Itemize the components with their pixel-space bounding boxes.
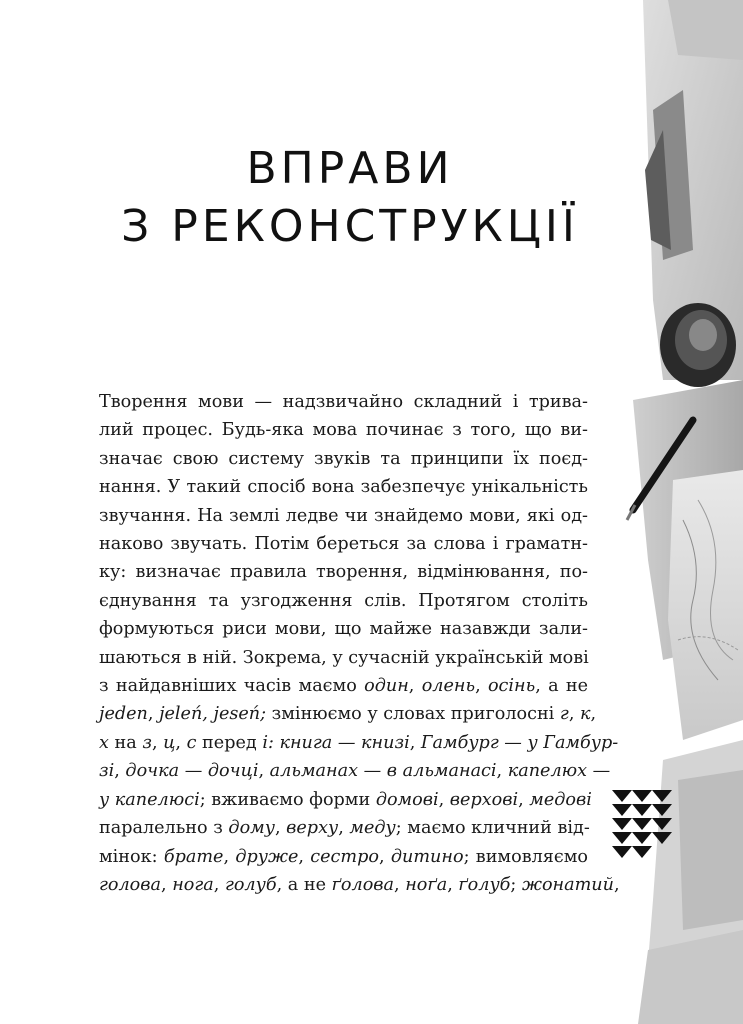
text-run: друже <box>235 846 299 867</box>
text-run: ноґа <box>405 874 448 895</box>
text-line <box>99 700 597 728</box>
text-run: нога <box>172 874 214 895</box>
text-run: jeleń, jeseń; <box>159 704 267 725</box>
text-line <box>99 587 588 615</box>
text-run: , <box>475 676 488 697</box>
text-run: звучання. На землі ледве чи знайдемо мови, які од- <box>99 505 588 526</box>
text-run: ; вимовляємо <box>463 846 589 867</box>
text-run: , а не <box>276 874 332 895</box>
text-run: , <box>447 874 459 895</box>
text-run: з найдавніших часів маємо <box>99 676 365 697</box>
text-run: , <box>378 846 391 867</box>
text-run: , <box>408 676 422 697</box>
text-run: верхові <box>449 789 519 810</box>
text-run: , <box>394 874 406 895</box>
text-run: , <box>258 761 270 782</box>
text-run: один <box>364 676 409 697</box>
text-run: , <box>568 704 580 725</box>
text-run: з <box>142 732 152 753</box>
text-line <box>99 473 588 501</box>
text-run: ку: визначає правила творення, відмінювання, по- <box>99 562 588 583</box>
text-line <box>99 530 588 558</box>
text-run: , <box>147 704 160 725</box>
text-run: , <box>438 789 450 810</box>
text-run: домові <box>375 789 439 810</box>
text-run: формуються риси мови, що майже назавжди зали- <box>99 619 588 640</box>
text-line <box>99 672 588 700</box>
text-line <box>99 843 588 871</box>
text-run: і: книга — книзі <box>262 732 410 753</box>
text-run: , <box>590 704 597 725</box>
text-run: медові <box>529 789 592 810</box>
text-run: , <box>496 761 508 782</box>
text-line <box>99 445 588 473</box>
text-run: голуб <box>224 874 277 895</box>
text-run: , а не <box>535 676 589 697</box>
text-run: jeden <box>99 704 148 725</box>
text-run: , <box>518 789 530 810</box>
text-line <box>99 786 592 814</box>
text-run: ґолова <box>331 874 395 895</box>
text-line <box>99 644 588 672</box>
body-paragraph <box>99 388 620 899</box>
text-line <box>99 502 588 530</box>
text-run: , <box>114 761 126 782</box>
text-run: єднування та узгодження слів. Протягом століть <box>99 590 588 611</box>
text-run: альманах — в альманасі <box>269 761 497 782</box>
text-line <box>99 416 588 444</box>
text-line <box>99 615 588 643</box>
text-run: сестро <box>310 846 379 867</box>
text-run: Творення мови — надзвичайно складний і трива- <box>99 392 588 412</box>
text-run: , <box>213 874 225 895</box>
text-run: голова <box>99 874 162 895</box>
text-run: Гамбург — у Гамбур- <box>420 732 619 753</box>
text-run: ґолуб <box>458 874 511 895</box>
text-run: , <box>223 846 236 867</box>
text-run: зі <box>99 761 115 782</box>
text-line <box>99 871 620 899</box>
text-run: паралельно з <box>99 818 229 839</box>
text-run: ; вживаємо форми <box>199 789 376 810</box>
text-run: капелюх — <box>507 761 611 782</box>
text-run: наково звучать. Потім береться за слова і граматн- <box>99 534 588 555</box>
text-run: у капелюсі <box>99 789 200 810</box>
text-run: значає свою систему звуків та принципи їх поєд- <box>99 448 588 469</box>
text-run: , <box>298 846 311 867</box>
text-run: жонатий <box>521 874 614 895</box>
text-run: , <box>175 732 187 753</box>
text-run: г <box>559 704 569 725</box>
title-line-1: ВПРАВИ <box>246 143 454 194</box>
text-run: , <box>161 874 173 895</box>
text-run: ; <box>510 874 522 895</box>
text-run: х <box>99 732 109 753</box>
text-run: дочка — дочці <box>125 761 259 782</box>
text-run: , <box>274 818 287 839</box>
title-line-2: З РЕКОНСТРУКЦІЇ <box>121 201 579 252</box>
text-run: дитино <box>390 846 464 867</box>
text-run: нання. У такий спосіб вона забезпечує унікальність <box>99 477 588 498</box>
text-run: змінюємо у словах приголосні <box>266 704 560 725</box>
text-run: перед <box>196 732 263 753</box>
text-line <box>99 729 619 757</box>
text-run: меду <box>349 818 396 839</box>
text-run: с <box>186 732 197 753</box>
text-run: брате <box>163 846 224 867</box>
text-run: к <box>580 704 591 725</box>
text-run: дому <box>228 818 275 839</box>
text-run: , <box>613 874 620 895</box>
text-run: осінь <box>487 676 536 697</box>
text-run: лий процес. Будь-яка мова починає з того, що ви- <box>99 420 588 441</box>
chapter-title <box>0 140 700 256</box>
text-run: ц <box>163 732 176 753</box>
text-run: на <box>108 732 143 753</box>
text-run: ; маємо кличний від- <box>395 818 590 839</box>
text-run: шаються в ній. Зокрема, у сучасній українській мові <box>99 647 589 668</box>
text-line <box>99 558 588 586</box>
text-run: , <box>338 818 350 839</box>
text-run: мінок: <box>99 846 164 867</box>
triangle-ornament-icon <box>612 790 674 858</box>
text-run: , <box>151 732 164 753</box>
text-run: олень <box>421 676 476 697</box>
text-run: верху <box>286 818 339 839</box>
text-line <box>99 388 588 416</box>
text-line <box>99 757 611 785</box>
text-line <box>99 814 588 842</box>
text-run: , <box>409 732 421 753</box>
